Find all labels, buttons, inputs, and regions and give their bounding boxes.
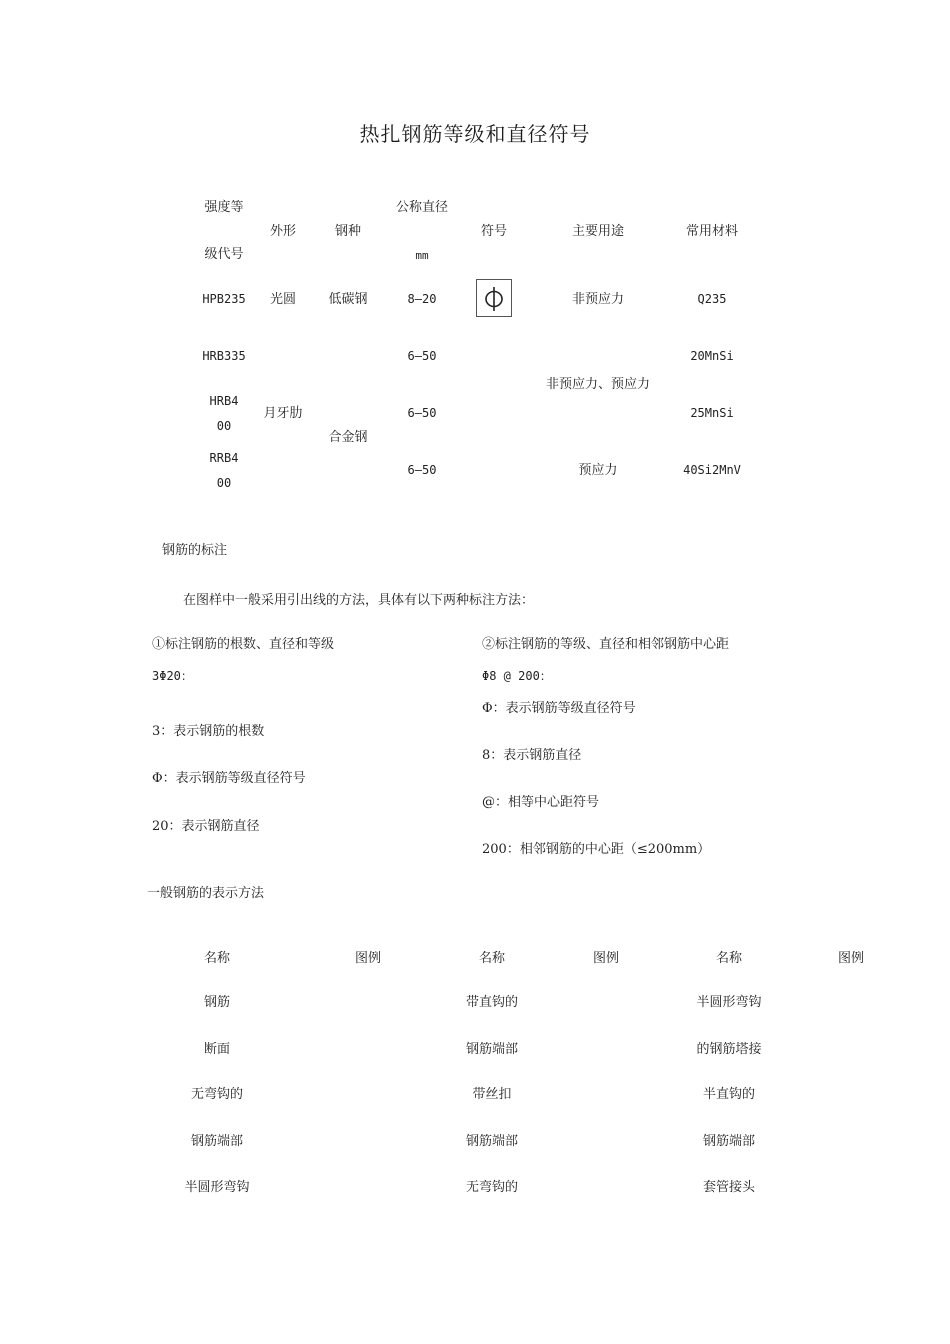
legend-header-name: 名称 bbox=[203, 951, 231, 966]
phi-symbol-icon bbox=[476, 279, 512, 317]
row4-material: 40Si2MnV bbox=[683, 463, 741, 477]
row4-usage: 预应力 bbox=[578, 463, 618, 478]
legend-cell: 套管接头 bbox=[702, 1180, 756, 1195]
row1-usage: 非预应力 bbox=[571, 292, 625, 307]
header-diameter-line1: 公称直径 bbox=[395, 200, 449, 215]
left-item: Φ：表示钢筋等级直径符号 bbox=[152, 771, 306, 786]
marking-intro: 在图样中一般采用引出线的方法，具体有以下两种标注方法： bbox=[183, 593, 535, 608]
header-material: 常用材料 bbox=[685, 224, 739, 239]
legend-cell: 半直钩的 bbox=[702, 1087, 756, 1102]
legend-cell: 半圆形弯钩 bbox=[184, 1180, 250, 1195]
header-diameter-unit: mm bbox=[415, 249, 429, 262]
left-item: 3：表示钢筋的根数 bbox=[152, 724, 265, 739]
legend-cell: 钢筋端部 bbox=[465, 1042, 519, 1057]
legend-cell: 无弯钩的 bbox=[465, 1180, 519, 1195]
header-shape: 外形 bbox=[269, 224, 297, 239]
legend-cell: 钢筋端部 bbox=[465, 1134, 519, 1149]
row3-grade-line2: 00 bbox=[216, 419, 232, 433]
legend-header-example: 图例 bbox=[592, 951, 620, 966]
usage-merged: 非预应力、预应力 bbox=[545, 377, 651, 392]
legend-header-example: 图例 bbox=[354, 951, 382, 966]
right-example: Φ8 @ 200： bbox=[482, 669, 552, 683]
row1-diameter: 8—20 bbox=[407, 292, 437, 306]
legend-cell: 带直钩的 bbox=[465, 995, 519, 1010]
legend-cell: 无弯钩的 bbox=[190, 1087, 244, 1102]
left-method-title: ①标注钢筋的根数、直径和等级 bbox=[152, 637, 335, 652]
legend-cell: 的钢筋塔接 bbox=[696, 1042, 762, 1057]
left-example: 3Φ20： bbox=[152, 669, 193, 683]
legend-cell: 半圆形弯钩 bbox=[696, 995, 762, 1010]
row3-diameter: 6—50 bbox=[407, 406, 437, 420]
right-item: 200：相邻钢筋的中心距（≤200mm） bbox=[482, 842, 711, 857]
legend-cell: 钢筋端部 bbox=[190, 1134, 244, 1149]
left-item: 20：表示钢筋直径 bbox=[152, 819, 260, 834]
steel-merged: 合金钢 bbox=[328, 430, 368, 445]
row3-grade-line1: HRB4 bbox=[209, 394, 239, 408]
right-item: Φ：表示钢筋等级直径符号 bbox=[482, 701, 636, 716]
header-grade-line2: 级代号 bbox=[204, 247, 244, 262]
row1-grade: HPB235 bbox=[202, 292, 246, 306]
right-item: 8：表示钢筋直径 bbox=[482, 748, 582, 763]
legend-cell: 断面 bbox=[203, 1042, 231, 1057]
row3-material: 25MnSi bbox=[690, 406, 734, 420]
legend-heading: 一般钢筋的表示方法 bbox=[147, 886, 265, 901]
header-usage: 主要用途 bbox=[571, 224, 625, 239]
legend-cell: 带丝扣 bbox=[472, 1087, 512, 1102]
header-steel: 钢种 bbox=[334, 224, 362, 239]
row1-shape: 光圆 bbox=[269, 292, 297, 307]
header-symbol: 符号 bbox=[480, 224, 508, 239]
row2-diameter: 6—50 bbox=[407, 349, 437, 363]
page-title: 热扎钢筋等级和直径符号 bbox=[359, 122, 591, 146]
row4-grade-line1: RRB4 bbox=[209, 451, 239, 465]
legend-header-name: 名称 bbox=[715, 951, 743, 966]
row4-diameter: 6—50 bbox=[407, 463, 437, 477]
row1-material: Q235 bbox=[697, 292, 727, 306]
header-grade-line1: 强度等 bbox=[204, 200, 244, 215]
right-item: @：相等中心距符号 bbox=[482, 795, 600, 810]
row1-steel: 低碳钢 bbox=[328, 292, 368, 307]
legend-cell: 钢筋 bbox=[203, 995, 231, 1010]
row2-grade: HRB335 bbox=[202, 349, 246, 363]
shape-merged: 月牙肋 bbox=[263, 406, 303, 421]
legend-header-example: 图例 bbox=[837, 951, 865, 966]
legend-cell: 钢筋端部 bbox=[702, 1134, 756, 1149]
right-method-title: ②标注钢筋的等级、直径和相邻钢筋中心距 bbox=[482, 637, 730, 652]
row2-material: 20MnSi bbox=[690, 349, 734, 363]
marking-heading: 钢筋的标注 bbox=[162, 543, 228, 558]
row4-grade-line2: 00 bbox=[216, 476, 232, 490]
legend-header-name: 名称 bbox=[478, 951, 506, 966]
